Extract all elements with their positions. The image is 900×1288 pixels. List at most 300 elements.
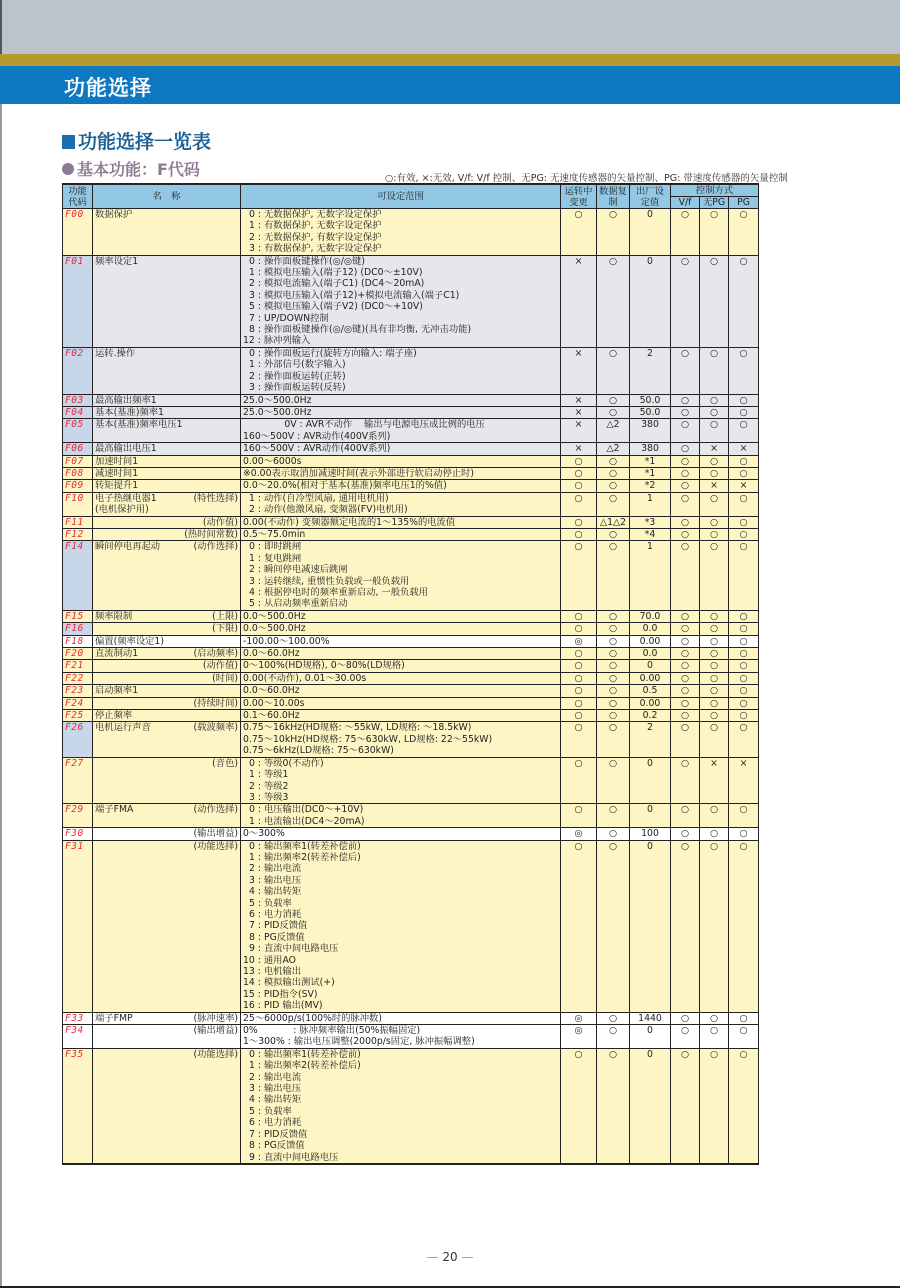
- setting-range: [241, 623, 561, 635]
- function-name-text: 偏置(频率设定1): [95, 635, 164, 647]
- function-name-text: 数据保护: [95, 209, 133, 220]
- vf-flag: ○: [671, 455, 700, 467]
- run-change-flag: ○: [561, 209, 597, 256]
- run-change-flag: ×: [561, 394, 597, 406]
- setting-range: [241, 528, 561, 540]
- setting-range: [241, 757, 561, 804]
- function-subname: (动作选择): [193, 804, 238, 816]
- data-copy-flag: ○: [597, 623, 630, 635]
- run-change-flag: ○: [561, 697, 597, 709]
- data-copy-flag: ○: [597, 722, 630, 757]
- vf-flag: ○: [671, 623, 700, 635]
- function-code: F20: [63, 648, 93, 660]
- function-code: F04: [63, 406, 93, 418]
- run-change-flag: ◎: [561, 1025, 597, 1049]
- data-copy-flag: ○: [597, 480, 630, 492]
- table-row: [63, 394, 759, 406]
- range-line: 25～6000p/s(100%时的脉冲数): [243, 1012, 382, 1024]
- range-line: 0.00(不动作) 变频器额定电流的1～135%的电流值: [243, 516, 456, 528]
- band-title: 功能选择: [64, 76, 152, 100]
- no-pg-flag: ○: [700, 635, 729, 647]
- no-pg-flag: ○: [700, 840, 729, 1012]
- setting-range: [241, 1048, 561, 1164]
- table-row: [63, 419, 759, 443]
- left-margin-rule: [0, 104, 2, 1288]
- function-name-text: 频率限制: [95, 610, 133, 622]
- setting-range: [241, 443, 561, 455]
- vf-flag: ○: [671, 467, 700, 479]
- setting-range: [241, 660, 561, 672]
- default-value: 70.0: [630, 610, 671, 622]
- function-name: [93, 255, 241, 347]
- function-code: F31: [63, 840, 93, 1012]
- square-bullet-icon: [62, 135, 75, 149]
- pg-flag: ○: [729, 406, 759, 418]
- setting-range: [241, 455, 561, 467]
- header-code: 功能代码: [63, 184, 93, 209]
- function-subname: (上限): [212, 610, 238, 622]
- range-line: 1 : 有数据保护, 无数字设定保护: [249, 220, 382, 232]
- function-name-text: 电机运行声音: [95, 722, 151, 734]
- pg-flag: ×: [729, 443, 759, 455]
- vf-flag: ○: [671, 685, 700, 697]
- data-copy-flag: ○: [597, 492, 630, 516]
- run-change-flag: ○: [561, 492, 597, 516]
- no-pg-flag: ○: [700, 804, 729, 828]
- function-name: [93, 635, 241, 647]
- range-line: 9 : 直流中间电路电压: [249, 943, 339, 955]
- data-copy-flag: ○: [597, 455, 630, 467]
- table-row: [63, 710, 759, 722]
- no-pg-flag: ○: [700, 1048, 729, 1164]
- range-line: 1 : 动作(自冷型风扇, 通用电机用): [249, 492, 389, 504]
- header-run-change: 运转中变更: [561, 184, 597, 209]
- default-value: 50.0: [630, 406, 671, 418]
- pg-flag: ○: [729, 623, 759, 635]
- range-line: 0 : 即时跳闸: [249, 541, 302, 553]
- function-subname: (特性选择): [193, 492, 238, 504]
- range-line: -100.00～100.00%: [243, 635, 330, 647]
- table-row: [63, 347, 759, 394]
- default-value: 380: [630, 419, 671, 443]
- data-copy-flag: ○: [597, 347, 630, 394]
- table-row: [63, 757, 759, 804]
- function-name-text: 基本(基准)频率1: [95, 406, 164, 418]
- function-code: F35: [63, 1048, 93, 1164]
- pg-flag: ×: [729, 757, 759, 804]
- no-pg-flag: ○: [700, 209, 729, 256]
- function-subname: (持续时间): [193, 697, 238, 709]
- data-copy-flag: ○: [597, 209, 630, 256]
- function-name: [93, 406, 241, 418]
- range-line: 0.0～60.0Hz: [243, 648, 300, 660]
- range-line: 0 : 操作面板键操作(◎/◎键): [249, 255, 365, 267]
- function-name-text: 最高输出电压1: [95, 443, 157, 455]
- setting-range: [241, 467, 561, 479]
- function-code: F03: [63, 394, 93, 406]
- function-code: F11: [63, 516, 93, 528]
- function-code: F10: [63, 492, 93, 516]
- function-name: [93, 455, 241, 467]
- setting-range: [241, 828, 561, 840]
- no-pg-flag: ○: [700, 528, 729, 540]
- pg-flag: ○: [729, 209, 759, 256]
- vf-flag: ○: [671, 635, 700, 647]
- header-name: 名 称: [93, 184, 241, 209]
- function-name-text: 频率设定1: [95, 255, 139, 267]
- table-row: [63, 516, 759, 528]
- run-change-flag: ○: [561, 722, 597, 757]
- run-change-flag: ○: [561, 480, 597, 492]
- range-line: 2 : 无数据保护, 有数字设定保护: [249, 231, 382, 243]
- pg-flag: ○: [729, 828, 759, 840]
- function-subname: (载波频率): [193, 722, 238, 734]
- run-change-flag: ×: [561, 406, 597, 418]
- range-line: 7 : PID反馈值: [249, 1128, 308, 1140]
- table-row: [63, 623, 759, 635]
- run-change-flag: ○: [561, 528, 597, 540]
- setting-range: [241, 255, 561, 347]
- data-copy-flag: ○: [597, 394, 630, 406]
- function-name: [93, 710, 241, 722]
- range-line: 3 : 有数据保护, 无数字设定保护: [249, 243, 382, 255]
- no-pg-flag: ○: [700, 648, 729, 660]
- function-name-text: 基本(基准)频率电压1: [95, 419, 183, 431]
- default-value: 1440: [630, 1012, 671, 1024]
- section-title-text: 功能选择一览表: [78, 131, 212, 153]
- vf-flag: ○: [671, 610, 700, 622]
- pg-flag: ○: [729, 697, 759, 709]
- function-subname: (动作选择): [193, 541, 238, 553]
- table-row: [63, 467, 759, 479]
- range-line: 0.75～10kHz(HD规格: 75～630kW, LD规格: 22～55kW): [243, 733, 493, 745]
- setting-range: [241, 840, 561, 1012]
- function-code: F06: [63, 443, 93, 455]
- data-copy-flag: ○: [597, 710, 630, 722]
- table-row: [63, 492, 759, 516]
- default-value: 380: [630, 443, 671, 455]
- vf-flag: ○: [671, 722, 700, 757]
- function-code: F02: [63, 347, 93, 394]
- no-pg-flag: ○: [700, 406, 729, 418]
- setting-range: [241, 635, 561, 647]
- range-line: 6 : 电力消耗: [249, 908, 302, 920]
- symbol-legend: ○:有效, ×:无效, V/f: V/f 控制、无PG: 无速度传感器的矢量控制、PG: 带速度传感器的矢量控制: [385, 173, 788, 184]
- vf-flag: ○: [671, 347, 700, 394]
- default-value: 0.5: [630, 685, 671, 697]
- range-line: 0 : 电压输出(DC0～+10V): [249, 804, 364, 816]
- run-change-flag: ×: [561, 255, 597, 347]
- function-code: F16: [63, 623, 93, 635]
- table-row: [63, 406, 759, 418]
- setting-range: [241, 697, 561, 709]
- setting-range: [241, 516, 561, 528]
- table-row: [63, 1025, 759, 1049]
- function-table: [62, 183, 759, 1165]
- range-line: 12 : 脉冲列输入: [243, 335, 311, 347]
- no-pg-flag: ×: [700, 480, 729, 492]
- data-copy-flag: ○: [597, 610, 630, 622]
- range-line: 14 : 模拟输出测试(+): [243, 977, 335, 989]
- no-pg-flag: ○: [700, 1012, 729, 1024]
- range-line: 25.0～500.0Hz: [243, 394, 312, 406]
- function-name: [93, 610, 241, 622]
- default-value: *1: [630, 467, 671, 479]
- function-code: F26: [63, 722, 93, 757]
- no-pg-flag: ○: [700, 492, 729, 516]
- pg-flag: ○: [729, 347, 759, 394]
- pg-flag: ○: [729, 1048, 759, 1164]
- default-value: 0.2: [630, 710, 671, 722]
- no-pg-flag: ○: [700, 710, 729, 722]
- function-name: [93, 419, 241, 443]
- pg-flag: ○: [729, 528, 759, 540]
- range-line: 9 : 直流中间电路电压: [249, 1151, 339, 1163]
- vf-flag: ○: [671, 697, 700, 709]
- range-line: 1 : 等级1: [249, 769, 289, 781]
- table-row: [63, 697, 759, 709]
- vf-flag: ○: [671, 492, 700, 516]
- no-pg-flag: ○: [700, 394, 729, 406]
- function-name-text: 直流制动1: [95, 648, 139, 660]
- range-line: 0V : AVR不动作 输出与电源电压成比例的电压: [243, 419, 485, 431]
- no-pg-flag: ○: [700, 419, 729, 443]
- run-change-flag: ○: [561, 710, 597, 722]
- run-change-flag: ○: [561, 516, 597, 528]
- function-name-text: 瞬间停电再起动: [95, 541, 161, 553]
- function-name: [93, 443, 241, 455]
- setting-range: [241, 672, 561, 684]
- table-row: [63, 610, 759, 622]
- range-line: 2 : 输出电流: [249, 863, 302, 875]
- vf-flag: ○: [671, 828, 700, 840]
- range-line: 160～500V : AVR动作(400V系列): [243, 443, 391, 455]
- function-name: [93, 623, 241, 635]
- vf-flag: ○: [671, 1025, 700, 1049]
- data-copy-flag: ○: [597, 840, 630, 1012]
- no-pg-flag: ×: [700, 443, 729, 455]
- function-name-text: 端子FMA: [95, 804, 134, 816]
- data-copy-flag: ○: [597, 1048, 630, 1164]
- vf-flag: ○: [671, 757, 700, 804]
- no-pg-flag: ○: [700, 541, 729, 610]
- setting-range: [241, 347, 561, 394]
- run-change-flag: ○: [561, 804, 597, 828]
- range-line: 0.00～10.00s: [243, 697, 305, 709]
- no-pg-flag: ○: [700, 467, 729, 479]
- no-pg-flag: ○: [700, 255, 729, 347]
- page-number: — 20 —: [426, 1250, 474, 1264]
- table-row: [63, 455, 759, 467]
- data-copy-flag: ○: [597, 660, 630, 672]
- function-name: [93, 492, 241, 516]
- function-name-text: 端子FMP: [95, 1012, 133, 1024]
- default-value: 0: [630, 1025, 671, 1049]
- vf-flag: ○: [671, 209, 700, 256]
- default-value: 0: [630, 660, 671, 672]
- pg-flag: ○: [729, 685, 759, 697]
- function-subname: (输出增益): [193, 828, 238, 840]
- vf-flag: ○: [671, 443, 700, 455]
- function-code: F33: [63, 1012, 93, 1024]
- range-line: 1 : 模拟电压输入(端子12) (DC0～±10V): [249, 267, 423, 279]
- function-subname: (功能选择): [193, 1048, 238, 1060]
- range-line: 3 : 运转继续, 重惯性负载或一般负载用: [249, 575, 410, 587]
- table-row: [63, 528, 759, 540]
- table-row: [63, 828, 759, 840]
- data-copy-flag: △2: [597, 419, 630, 443]
- range-line: 0.00～6000s: [243, 455, 302, 467]
- no-pg-flag: ○: [700, 347, 729, 394]
- no-pg-flag: ○: [700, 516, 729, 528]
- setting-range: [241, 492, 561, 516]
- function-code: F14: [63, 541, 93, 610]
- table-row: [63, 648, 759, 660]
- run-change-flag: ○: [561, 757, 597, 804]
- default-value: *2: [630, 480, 671, 492]
- table-row: [63, 255, 759, 347]
- pg-flag: ○: [729, 610, 759, 622]
- run-change-flag: ○: [561, 455, 597, 467]
- vf-flag: ○: [671, 1048, 700, 1164]
- function-code: F12: [63, 528, 93, 540]
- data-copy-flag: ○: [597, 648, 630, 660]
- function-name: [93, 347, 241, 394]
- default-value: 0: [630, 757, 671, 804]
- function-code: F05: [63, 419, 93, 443]
- vf-flag: ○: [671, 480, 700, 492]
- function-name-text: 停止频率: [95, 710, 133, 722]
- no-pg-flag: ○: [700, 672, 729, 684]
- range-line: 5 : 模拟电压输入(端子V2) (DC0～+10V): [249, 301, 423, 313]
- no-pg-flag: ○: [700, 685, 729, 697]
- function-name-text: 最高输出频率1: [95, 394, 157, 406]
- default-value: 0: [630, 840, 671, 1012]
- function-code: F09: [63, 480, 93, 492]
- header-no-pg: 无PG: [700, 197, 729, 209]
- pg-flag: ○: [729, 1025, 759, 1049]
- range-line: 0.0～20.0%(相对于基本(基准)频率电压1的%值): [243, 480, 447, 492]
- default-value: 2: [630, 347, 671, 394]
- header-range: 可设定范围: [241, 184, 561, 209]
- default-value: 100: [630, 828, 671, 840]
- vf-flag: ○: [671, 710, 700, 722]
- range-line: 5 : 负载率: [249, 897, 292, 909]
- function-subname: (热时间常数): [184, 528, 238, 540]
- function-name: [93, 828, 241, 840]
- vf-flag: ○: [671, 672, 700, 684]
- vf-flag: ○: [671, 541, 700, 610]
- range-line: 3 : 操作面板运转(反转): [249, 382, 346, 394]
- range-line: 10 : 通用AO: [243, 954, 296, 966]
- pg-flag: ○: [729, 648, 759, 660]
- function-subname: (时间): [212, 672, 238, 684]
- pg-flag: ×: [729, 480, 759, 492]
- range-line: 0% : 脉冲频率输出(50%振幅固定): [243, 1025, 421, 1037]
- data-copy-flag: ○: [597, 528, 630, 540]
- range-line: 8 : 操作面板键操作(◎/◎键)(具有非均衡, 无冲击功能): [249, 324, 472, 336]
- pg-flag: ○: [729, 467, 759, 479]
- range-line: 2 : 输出电流: [249, 1071, 302, 1083]
- vf-flag: ○: [671, 255, 700, 347]
- setting-range: [241, 722, 561, 757]
- range-line: 5 : 从启动频率重新启动: [249, 598, 348, 610]
- range-line: 16 : PID 输出(MV): [243, 1000, 323, 1012]
- page-number-text: 20: [442, 1250, 458, 1264]
- range-line: 0.1～60.0Hz: [243, 710, 300, 722]
- pg-flag: ○: [729, 672, 759, 684]
- range-line: 0.0～500.0Hz: [243, 623, 306, 635]
- vf-flag: ○: [671, 1012, 700, 1024]
- function-name: [93, 840, 241, 1012]
- run-change-flag: ○: [561, 1048, 597, 1164]
- table-row: [63, 722, 759, 757]
- pg-flag: ○: [729, 255, 759, 347]
- function-name: [93, 685, 241, 697]
- default-value: *4: [630, 528, 671, 540]
- vf-flag: ○: [671, 648, 700, 660]
- data-copy-flag: ○: [597, 757, 630, 804]
- data-copy-flag: ○: [597, 541, 630, 610]
- function-code: F22: [63, 672, 93, 684]
- range-line: 1 : 复电跳闸: [249, 552, 302, 564]
- pg-flag: ○: [729, 722, 759, 757]
- range-line: 0.00(不动作), 0.01～30.00s: [243, 672, 367, 684]
- pg-flag: ○: [729, 541, 759, 610]
- function-code: F07: [63, 455, 93, 467]
- pg-flag: ○: [729, 1012, 759, 1024]
- default-value: 0: [630, 255, 671, 347]
- function-subname: (输出增益): [193, 1025, 238, 1037]
- vf-flag: ○: [671, 660, 700, 672]
- run-change-flag: ○: [561, 672, 597, 684]
- range-line: 3 : 等级3: [249, 791, 289, 803]
- function-name: [93, 804, 241, 828]
- default-value: 0.0: [630, 648, 671, 660]
- default-value: 0.00: [630, 672, 671, 684]
- function-name: [93, 480, 241, 492]
- setting-range: [241, 710, 561, 722]
- function-name: [93, 516, 241, 528]
- setting-range: [241, 1012, 561, 1024]
- setting-range: [241, 419, 561, 443]
- vf-flag: ○: [671, 406, 700, 418]
- circle-bullet-icon: [62, 163, 74, 175]
- data-copy-flag: △2: [597, 443, 630, 455]
- no-pg-flag: ○: [700, 722, 729, 757]
- function-code: F21: [63, 660, 93, 672]
- function-name-text: 转矩提升1: [95, 480, 139, 492]
- function-name: [93, 541, 241, 610]
- data-copy-flag: ○: [597, 1025, 630, 1049]
- function-code: F18: [63, 635, 93, 647]
- range-line: 3 : 输出电压: [249, 874, 302, 886]
- range-line: 8 : PG反馈值: [249, 931, 305, 943]
- data-copy-flag: ○: [597, 828, 630, 840]
- run-change-flag: ○: [561, 685, 597, 697]
- function-code: F24: [63, 697, 93, 709]
- data-copy-flag: ○: [597, 635, 630, 647]
- pg-flag: ○: [729, 516, 759, 528]
- default-value: 0.00: [630, 697, 671, 709]
- range-line: 4 : 输出转矩: [249, 1094, 302, 1106]
- data-copy-flag: ○: [597, 467, 630, 479]
- table-row: [63, 443, 759, 455]
- range-line: ※0.00表示取消加减速时间(表示外部进行软启动停止时): [243, 467, 474, 479]
- range-line: 3 : 输出电压: [249, 1083, 302, 1095]
- range-line: 2 : 动作(他激风扇, 变频器(FV)电机用): [249, 504, 408, 516]
- range-line: 0 : 等级0(不动作): [249, 757, 324, 769]
